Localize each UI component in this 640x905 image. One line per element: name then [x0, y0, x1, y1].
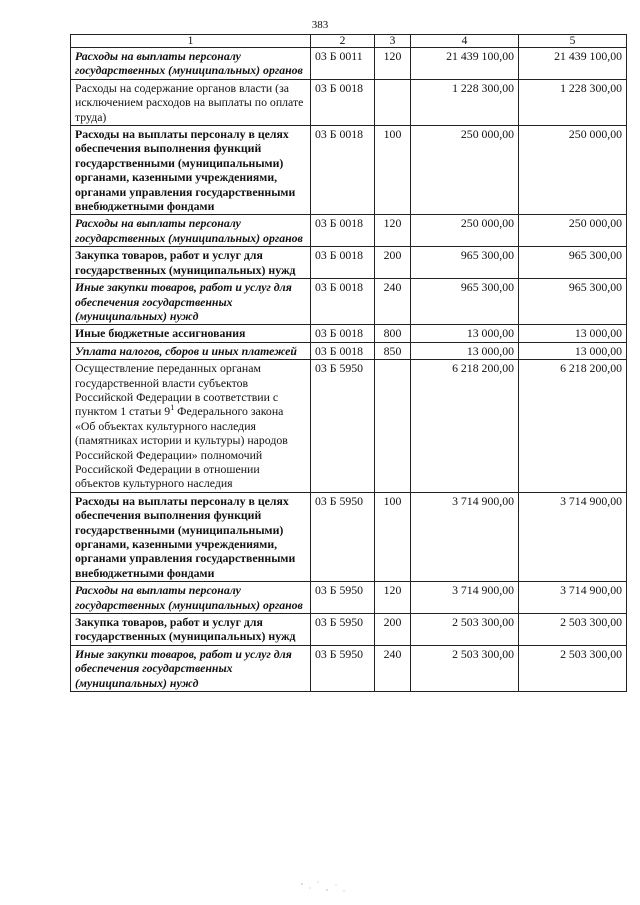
row-vr: 200	[375, 247, 411, 279]
footnote-superscript: 1	[170, 403, 175, 413]
row-amount-4: 13 000,00	[411, 325, 519, 342]
table-row	[71, 247, 627, 279]
row-amount-5: 3 714 900,00	[519, 492, 627, 581]
header-cell: 3	[375, 35, 411, 48]
row-name: Расходы на содержание органов власти (за исключением расходов на выплаты по оплате труда)	[71, 79, 311, 125]
row-vr: 120	[375, 582, 411, 614]
row-amount-5: 13 000,00	[519, 342, 627, 359]
row-amount-5: 2 503 300,00	[519, 645, 627, 691]
row-vr: 100	[375, 492, 411, 581]
row-name: Иные бюджетные ассигнования	[71, 325, 311, 342]
row-code: 03 Б 0018	[311, 279, 375, 325]
row-amount-5: 1 228 300,00	[519, 79, 627, 125]
table-row	[71, 582, 627, 614]
row-code: 03 Б 0018	[311, 247, 375, 279]
row-amount-5: 6 218 200,00	[519, 360, 627, 493]
header-cell: 5	[519, 35, 627, 48]
row-amount-4: 250 000,00	[411, 126, 519, 215]
row-amount-4: 6 218 200,00	[411, 360, 519, 493]
row-amount-4: 21 439 100,00	[411, 48, 519, 80]
row-name: Иные закупки товаров, работ и услуг для обеспечения государственных (муниципальных) нужд	[71, 279, 311, 325]
header-cell: 4	[411, 35, 519, 48]
row-name-text: Федерального закона «Об объектах культурного наследия (памятниках истории и культуры) народов Российской Федерации» полномочий Российской Федерации в отношении объектов культурного наследия	[75, 404, 288, 491]
row-code: 03 Б 0018	[311, 325, 375, 342]
row-vr: 800	[375, 325, 411, 342]
row-name	[71, 360, 311, 493]
scan-noise-decoration	[296, 876, 356, 896]
row-amount-5: 250 000,00	[519, 215, 627, 247]
table-row	[71, 48, 627, 80]
row-code: 03 Б 0011	[311, 48, 375, 80]
table-row	[71, 215, 627, 247]
row-name: Закупка товаров, работ и услуг для государственных (муниципальных) нужд	[71, 247, 311, 279]
row-code: 03 Б 0018	[311, 79, 375, 125]
table-row	[71, 360, 627, 493]
row-name: Расходы на выплаты персоналу государственных (муниципальных) органов	[71, 582, 311, 614]
row-vr: 100	[375, 126, 411, 215]
row-vr: 240	[375, 279, 411, 325]
row-amount-4: 3 714 900,00	[411, 492, 519, 581]
row-code: 03 Б 5950	[311, 614, 375, 646]
row-amount-5: 965 300,00	[519, 279, 627, 325]
row-amount-4: 13 000,00	[411, 342, 519, 359]
row-name: Расходы на выплаты персоналу государственных (муниципальных) органов	[71, 215, 311, 247]
row-name: Иные закупки товаров, работ и услуг для обеспечения государственных (муниципальных) нужд	[71, 645, 311, 691]
row-vr: 240	[375, 645, 411, 691]
row-amount-5: 21 439 100,00	[519, 48, 627, 80]
table-row	[71, 492, 627, 581]
table-row	[71, 126, 627, 215]
row-amount-4: 2 503 300,00	[411, 614, 519, 646]
row-amount-4: 965 300,00	[411, 279, 519, 325]
table-header-row	[71, 35, 627, 48]
row-amount-4: 2 503 300,00	[411, 645, 519, 691]
row-code: 03 Б 0018	[311, 126, 375, 215]
row-amount-5: 250 000,00	[519, 126, 627, 215]
row-amount-4: 250 000,00	[411, 215, 519, 247]
row-amount-5: 2 503 300,00	[519, 614, 627, 646]
row-amount-4: 1 228 300,00	[411, 79, 519, 125]
row-vr: 200	[375, 614, 411, 646]
table-row	[71, 645, 627, 691]
table-row	[71, 79, 627, 125]
row-code: 03 Б 5950	[311, 645, 375, 691]
row-amount-4: 965 300,00	[411, 247, 519, 279]
table-row	[71, 614, 627, 646]
row-code: 03 Б 5950	[311, 582, 375, 614]
row-vr: 120	[375, 48, 411, 80]
header-cell: 2	[311, 35, 375, 48]
row-name: Закупка товаров, работ и услуг для государственных (муниципальных) нужд	[71, 614, 311, 646]
row-code: 03 Б 0018	[311, 342, 375, 359]
row-amount-5: 965 300,00	[519, 247, 627, 279]
row-vr	[375, 79, 411, 125]
header-cell: 1	[71, 35, 311, 48]
row-vr: 120	[375, 215, 411, 247]
row-name-text: Осуществление переданных органам государственной власти субъектов Российской Федерации в соответствии с пунктом 1 статьи 9	[75, 361, 279, 419]
budget-table	[70, 34, 627, 692]
row-vr	[375, 360, 411, 493]
row-code: 03 Б 5950	[311, 492, 375, 581]
table-row	[71, 325, 627, 342]
row-amount-5: 3 714 900,00	[519, 582, 627, 614]
row-name: Расходы на выплаты персоналу в целях обеспечения выполнения функций государственными (муниципальными) органами, казенными учреждениями, органами управления государственными внебюджетными фондами	[71, 126, 311, 215]
row-name: Расходы на выплаты персоналу государственных (муниципальных) органов	[71, 48, 311, 80]
row-code: 03 Б 5950	[311, 360, 375, 493]
row-name: Расходы на выплаты персоналу в целях обеспечения выполнения функций государственными (муниципальными) органами, казенными учреждениями, органами управления государственными внебюджетными фондами	[71, 492, 311, 581]
row-name: Уплата налогов, сборов и иных платежей	[71, 342, 311, 359]
row-code: 03 Б 0018	[311, 215, 375, 247]
page-number: 383	[311, 19, 329, 31]
row-vr: 850	[375, 342, 411, 359]
table-row	[71, 279, 627, 325]
table-row	[71, 342, 627, 359]
row-amount-5: 13 000,00	[519, 325, 627, 342]
row-amount-4: 3 714 900,00	[411, 582, 519, 614]
